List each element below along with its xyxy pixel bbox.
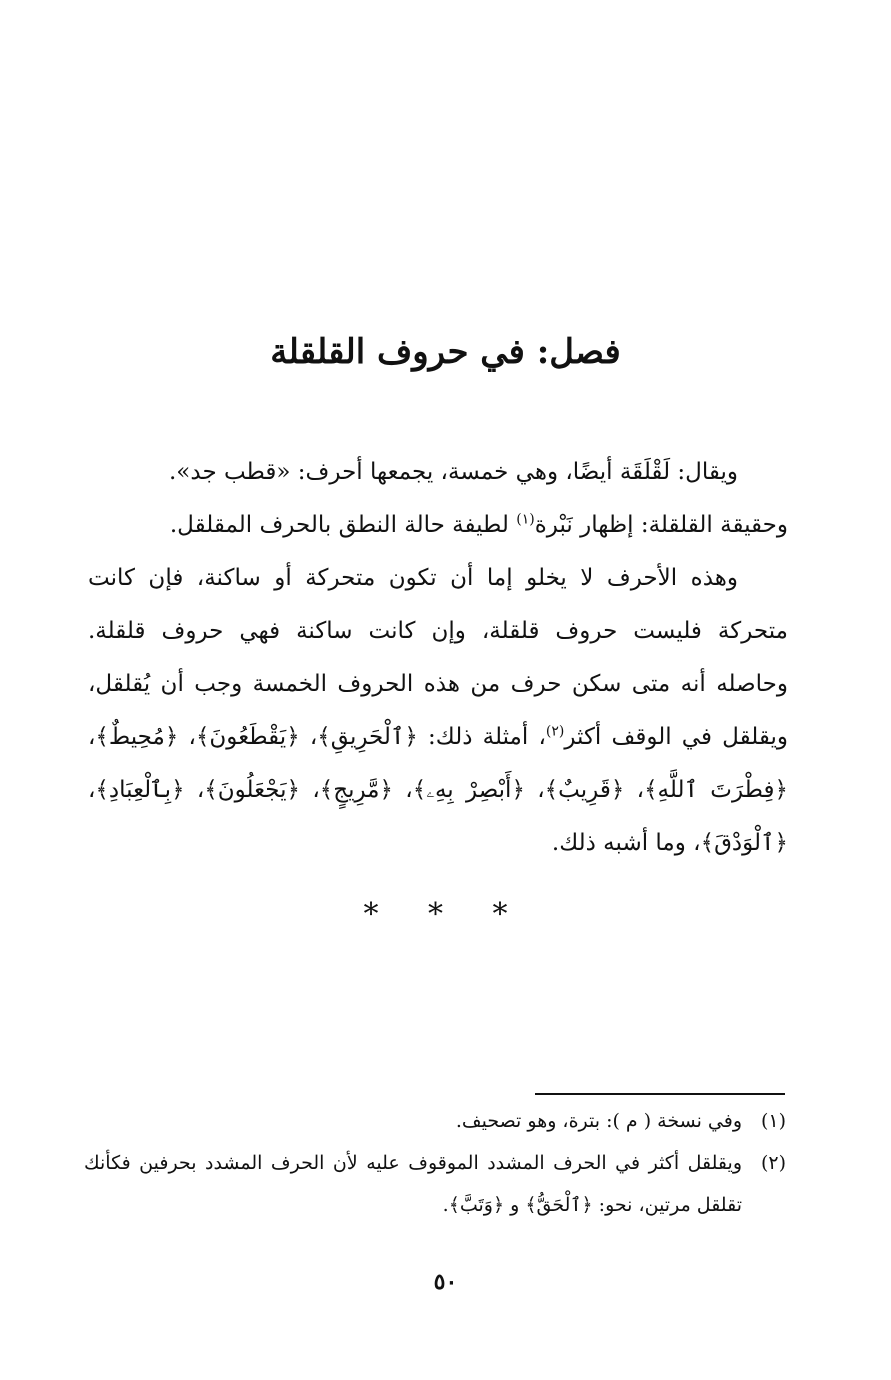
paragraph-2-text-before: وحقيقة القلقلة: إظهار نَبْرة bbox=[534, 512, 788, 538]
footnote-2-number: (٢) bbox=[760, 1152, 786, 1174]
paragraph-3 bbox=[88, 552, 788, 870]
footnotes bbox=[84, 1100, 786, 1226]
footnote-ref-2[interactable]: (٢) bbox=[545, 723, 565, 740]
footnote-divider bbox=[535, 1093, 785, 1095]
paragraph-1 bbox=[88, 446, 788, 499]
body-text bbox=[88, 446, 788, 870]
footnote-ref-1[interactable]: (١) bbox=[516, 511, 535, 528]
page-number: ٥٠ bbox=[433, 1269, 458, 1295]
footnote-2-text: ويقلقل أكثر في الحرف المشدد الموقوف عليه لأن الحرف المشدد بحرفين فكأنك تقلقل مرتين، نحو: ﴿ٱلْحَقُّ﴾ و ﴿وَتَبَّ﴾. bbox=[84, 1152, 742, 1216]
section-separator: * * * bbox=[363, 897, 528, 932]
chapter-title: فصل: في حروف القلقلة bbox=[270, 332, 621, 372]
paragraph-2 bbox=[88, 499, 788, 552]
footnote-1-number: (١) bbox=[760, 1110, 786, 1132]
paragraph-1-text: ويقال: لَقْلَقَة أيضًا، وهي خمسة، يجمعها أحرف: «قطب جد». bbox=[168, 459, 738, 485]
footnote-2 bbox=[84, 1142, 786, 1226]
paragraph-3-text-before: وهذه الأحرف لا يخلو إما أن تكون متحركة أو ساكنة، فإن كانت متحركة فليست حروف قلقلة، وإن كانت ساكنة فهي حروف قلقلة. وحاصله أنه متى سكن حرف من هذه الحروف الخمسة وجب أن يُقلقل، ويقلقل في الوقف أكثر bbox=[88, 565, 788, 750]
paragraph-3-text-after: ، أمثلة ذلك: ﴿ٱلْحَرِيقِ﴾، ﴿يَقْطَعُونَ﴾، ﴿مُحِيطٌ﴾، ﴿فِطْرَتَ ٱللَّهِ﴾، ﴿قَرِيبٌ﴾، ﴿أَبْصِرْ بِهِۦ﴾، ﴿مَّرِيجٍ﴾، ﴿يَجْعَلُونَ﴾، ﴿بِٱلْعِبَادِ﴾، ﴿ٱلْوَدْقَ﴾، وما أشبه ذلك. bbox=[88, 724, 788, 856]
footnote-1-text: وفي نسخة ( م ): بترة، وهو تصحيف. bbox=[455, 1110, 742, 1132]
paragraph-2-text-after: لطيفة حالة النطق بالحرف المقلقل. bbox=[169, 512, 517, 538]
footnote-1 bbox=[84, 1100, 786, 1142]
